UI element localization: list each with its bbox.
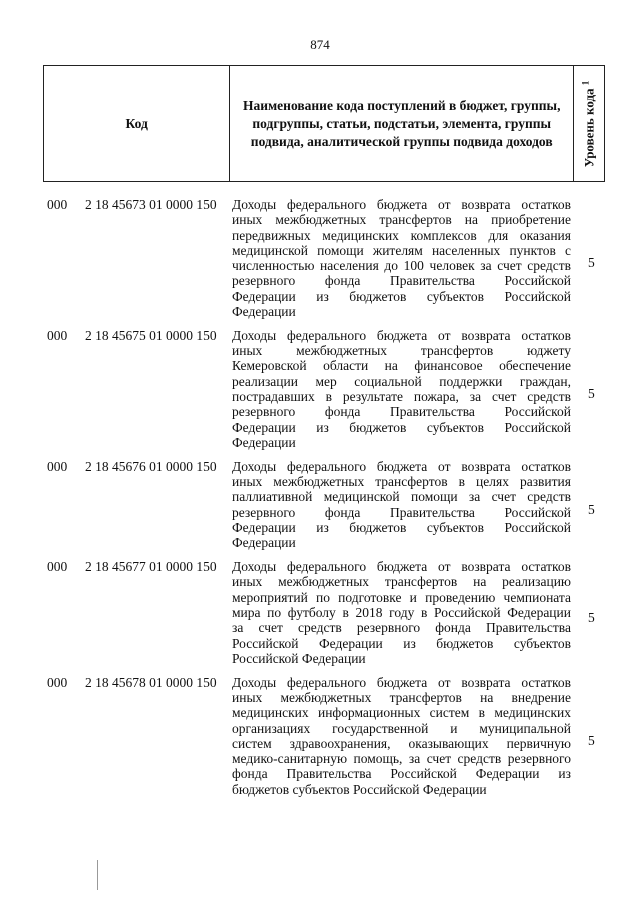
header-level-footnote: 1 bbox=[580, 80, 591, 85]
row-level: 5 bbox=[588, 609, 595, 625]
description-line: бюджетов субъектов Российской Федерации bbox=[232, 781, 487, 797]
description-line: Российской Федерации из бюджетов субъектов bbox=[232, 635, 571, 651]
description-line: резервного фонда Правительства Российской bbox=[232, 504, 571, 520]
description-line: медицинских информационных систем в медицинских bbox=[232, 705, 571, 721]
description-line: Федерации bbox=[232, 304, 296, 320]
description-line: иных межбюджетных трансфертов в целях развития bbox=[232, 474, 571, 490]
row-admin-code: 000 bbox=[47, 458, 68, 474]
row-description bbox=[232, 675, 571, 797]
description-line: мероприятий по подготовке и проведению чемпионата bbox=[232, 589, 571, 605]
header-level bbox=[580, 80, 597, 167]
row-description bbox=[232, 459, 571, 551]
description-line: пострадавших в результате пожара, за счет средств bbox=[232, 389, 571, 405]
description-line: медицинской помощи жителям населенных пунктов с bbox=[232, 242, 571, 258]
header-level-label: Уровень кода bbox=[581, 87, 597, 167]
description-line: Доходы федерального бюджета от возврата остатков bbox=[232, 559, 571, 575]
description-line: организациях государственной и муниципальной bbox=[232, 720, 571, 736]
description-line: за счет средств резервного фонда Правительства bbox=[232, 620, 571, 636]
margin-mark bbox=[97, 860, 98, 890]
description-line: Российской Федерации bbox=[232, 650, 366, 666]
table-header bbox=[43, 65, 605, 182]
description-line: иных межбюджетных трансфертов юджету bbox=[232, 343, 571, 359]
row-description bbox=[232, 197, 571, 319]
description-line: Кемеровской области на финансовое обеспечение bbox=[232, 358, 571, 374]
row-income-code: 2 18 45678 01 0000 150 bbox=[85, 674, 217, 690]
header-name: Наименование кода поступлений в бюджет, группы, подгруппы, статьи, подстатьи, элемента, группы подвида, аналитической группы подвида доходов bbox=[230, 66, 574, 181]
row-description bbox=[232, 328, 571, 450]
description-line: Федерации bbox=[232, 535, 296, 551]
description-line: реализации мер социальной поддержки граждан, bbox=[232, 373, 571, 389]
row-admin-code: 000 bbox=[47, 559, 68, 575]
description-line: мира по футболу в 2018 году в Российской Федерации bbox=[232, 604, 571, 620]
row-level: 5 bbox=[588, 732, 595, 748]
description-line: передвижных медицинских комплексов для оказания bbox=[232, 227, 571, 243]
description-line: численностью населения до 100 человек за счет средств bbox=[232, 258, 571, 274]
description-line: резервного фонда Правительства Российской bbox=[232, 273, 571, 289]
description-line: Доходы федерального бюджета от возврата остатков bbox=[232, 674, 571, 690]
description-line: иных межбюджетных трансфертов на внедрение bbox=[232, 689, 571, 705]
row-income-code: 2 18 45675 01 0000 150 bbox=[85, 327, 217, 343]
row-admin-code: 000 bbox=[47, 327, 68, 343]
description-line: Федерации из бюджетов субъектов Российской bbox=[232, 288, 571, 304]
description-line: Федерации bbox=[232, 434, 296, 450]
description-line: Доходы федерального бюджета от возврата остатков bbox=[232, 197, 571, 212]
description-line: систем здравоохранения, оказывающих первичную bbox=[232, 735, 571, 751]
header-level-cell bbox=[574, 66, 604, 181]
row-level: 5 bbox=[588, 255, 595, 271]
row-level: 5 bbox=[588, 501, 595, 517]
row-income-code: 2 18 45677 01 0000 150 bbox=[85, 559, 217, 575]
description-line: Доходы федерального бюджета от возврата остатков bbox=[232, 458, 571, 474]
description-line: медико-санитарную помощь, за счет средств резервного bbox=[232, 751, 571, 767]
description-line: иных межбюджетных трансфертов на реализацию bbox=[232, 574, 571, 590]
row-admin-code: 000 bbox=[47, 674, 68, 690]
description-line: паллиативной медицинской помощи за счет средств bbox=[232, 489, 571, 505]
description-line: Доходы федерального бюджета от возврата остатков bbox=[232, 327, 571, 343]
description-line: резервного фонда Правительства Российской bbox=[232, 404, 571, 420]
header-code: Код bbox=[44, 66, 230, 181]
row-description bbox=[232, 559, 571, 666]
description-line: иных межбюджетных трансфертов на приобретение bbox=[232, 212, 571, 228]
row-level: 5 bbox=[588, 386, 595, 402]
page-number: 874 bbox=[310, 37, 330, 52]
description-line: фонда Правительства Российской Федерации из bbox=[232, 766, 571, 782]
description-line: Федерации из бюджетов субъектов Российской bbox=[232, 519, 571, 535]
row-income-code: 2 18 45673 01 0000 150 bbox=[85, 197, 217, 212]
description-line: Федерации из бюджетов субъектов Российской bbox=[232, 419, 571, 435]
row-income-code: 2 18 45676 01 0000 150 bbox=[85, 458, 217, 474]
row-admin-code: 000 bbox=[47, 197, 68, 212]
